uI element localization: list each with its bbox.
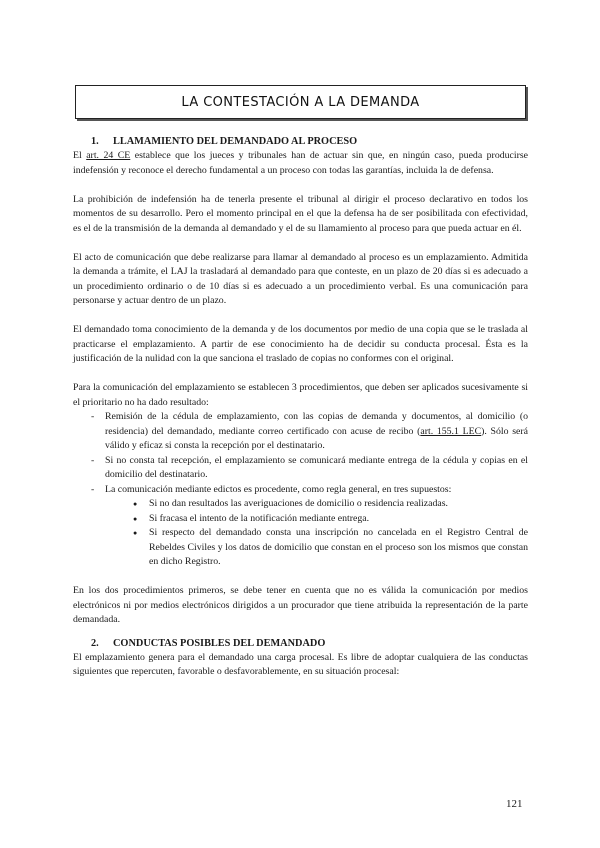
- text-span: El: [73, 150, 87, 161]
- page-number: 121: [506, 798, 523, 810]
- text-span: Remisión de la cédula de emplazamiento, con las copias de demanda y documentos, al domicilio (o residencia) del demandado, mediante correo certificado con acuse de recibo (: [105, 411, 528, 437]
- section-1-paragraph-3: El acto de comunicación que debe realizarse para llamar al demandado al proceso es un emplazamiento. Admitida la demanda a trámite, el LAJ la trasladará al demandado para que conteste, en un plazo de 20 días si es adecuado a un procedimiento ordinario o de 10 días si es adecuado a un procedimiento verbal. Es una comunicación para personarse y actuar dentro de un plazo.: [73, 251, 528, 306]
- section-1-paragraph-1: [73, 149, 528, 178]
- list-item: [91, 410, 528, 454]
- section-1-number: 1.: [91, 136, 99, 147]
- section-1-paragraph-6: En los dos procedimientos primeros, se debe tener en cuenta que no es válida la comunicación por medios electrónicos ni por medios electrónicos dirigidos a un procurador que tiene atribuida la representación de la parte demandada.: [73, 585, 528, 625]
- section-2-title: CONDUCTAS POSIBLES DEL DEMANDADO: [113, 637, 326, 649]
- section-2-paragraph-1: El emplazamiento genera para el demandado una carga procesal. Es libre de adoptar cualquiera de las conductas siguientes que repercuten, favorable o desfavorablemente, en su situación procesal:: [73, 651, 528, 677]
- section-1-heading: [73, 135, 528, 149]
- sub-list-item: ● Si fracasa el intento de la notificación mediante entrega.: [133, 512, 528, 527]
- list-item: - Si no consta tal recepción, el emplazamiento se comunicará mediante entrega de la cédula y copias en el domicilio del destinatario.: [91, 454, 528, 483]
- sub-list-item: ● Si no dan resultados las averiguaciones de domicilio o residencia realizadas.: [133, 497, 528, 512]
- section-1-paragraph-4: El demandado toma conocimiento de la demanda y de los documentos por medio de una copia que se le traslada al practicarse el emplazamiento. A partir de ese conocimiento ha de decidir su conducta procesal. Ésta es la justificación de la nulidad con la que sanciona el traslado de copias no conformes con el original.: [73, 324, 528, 364]
- sub-list-item: ● Si respecto del demandado consta una inscripción no cancelada en el Registro Central de Rebeldes Civiles y los datos de domicilio que constan en el proceso son los mismos que constan en dicho Registro.: [133, 526, 528, 570]
- procedures-list: [73, 410, 528, 570]
- document-body: [73, 135, 528, 680]
- section-2-heading: [73, 637, 528, 651]
- link-art-155-1-lec[interactable]: art. 155.1 LEC: [420, 425, 482, 437]
- text-span: establece que los jueces y tribunales han de actuar sin que, en ningún caso, pueda producirse indefensión y reconoce el derecho fundamental a un proceso con todas las garantías, incluida la de defensa.: [73, 150, 529, 176]
- section-1-title: LLAMAMIENTO DEL DEMANDADO AL PROCESO: [113, 136, 358, 147]
- section-1-paragraph-5: Para la comunicación del emplazamiento se establecen 3 procedimientos, que deben ser aplicados sucesivamente si el prioritario no ha dado resultado:: [73, 382, 528, 408]
- edict-cases-list: [105, 497, 528, 570]
- text-span: La comunicación mediante edictos es procedente, como regla general, en tres supuestos:: [105, 483, 452, 495]
- chapter-title: LA CONTESTACIÓN A LA DEMANDA: [181, 94, 420, 110]
- list-item: [91, 483, 528, 570]
- section-1-paragraph-2: La prohibición de indefensión ha de tenerla presente el tribunal al dirigir el proceso declarativo en todos los momentos de su desarrollo. Pero el momento principal en el que la defensa ha de ser posibilitada con efectividad, es el de la transmisión de la demanda al demandado y el de su llamamiento al proceso para que pueda actuar en él.: [73, 193, 528, 234]
- chapter-title-box: [75, 85, 526, 119]
- text-span: ). Sólo será válido y eficaz si consta la recepción por el destinatario.: [105, 425, 528, 451]
- link-art-24-ce[interactable]: art. 24 CE: [86, 150, 131, 161]
- section-2-number: 2.: [91, 637, 99, 649]
